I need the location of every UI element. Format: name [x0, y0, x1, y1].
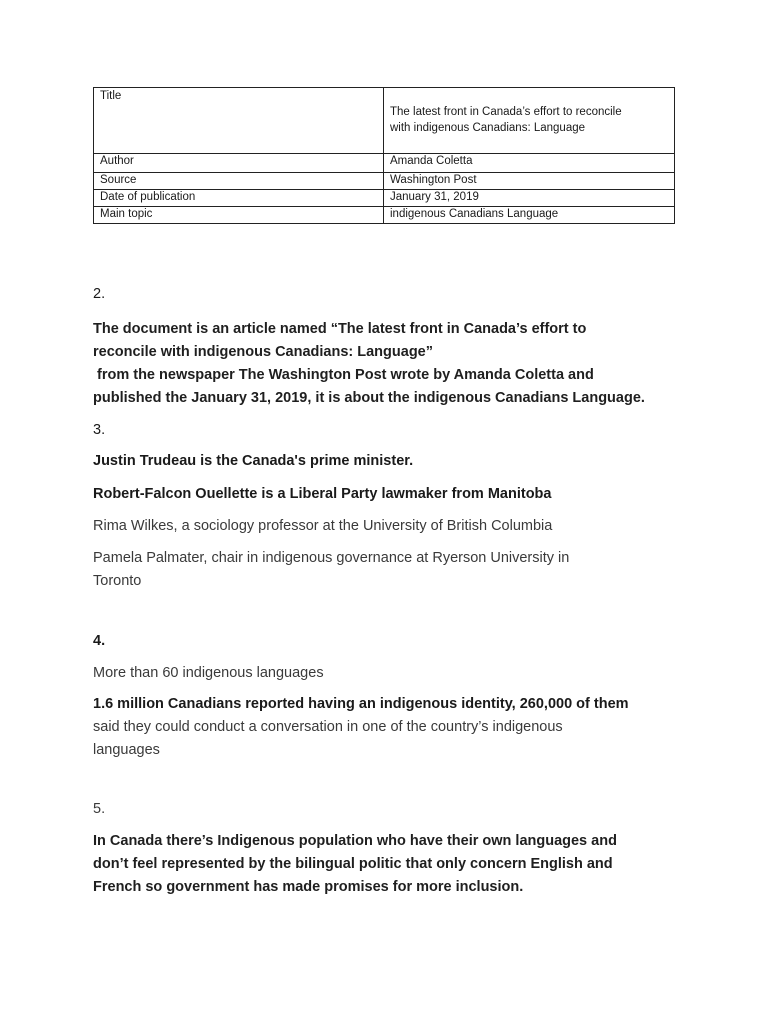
title-value-line2: with indigenous Canadians: Language — [390, 122, 586, 134]
section-4-p2-line1: 1.6 million Canadians reported having an indigenous identity, 260,000 of them — [93, 696, 629, 712]
title-value-line1: The latest front in Canada’s effort to reconcile — [390, 106, 622, 118]
section-5-line3: French so government has made promises for more inclusion. — [93, 879, 524, 895]
section-2-line4: published the January 31, 2019, it is about the indigenous Canadians Language. — [93, 390, 645, 406]
section-3-p3: Rima Wilkes, a sociology professor at the University of British Columbia — [93, 518, 553, 534]
article-metadata-table — [93, 87, 675, 224]
section-4-p2 — [93, 693, 683, 762]
table-row-source — [94, 173, 675, 190]
section-3-p4-line1: Pamela Palmater, chair in indigenous governance at Ryerson University in — [93, 550, 570, 566]
section-3-number: 3. — [93, 422, 106, 438]
section-2-number: 2. — [93, 286, 106, 302]
title-value — [384, 88, 675, 154]
section-2-line3: from the newspaper The Washington Post wrote by Amanda Coletta and — [97, 367, 594, 383]
table-row-author — [94, 154, 675, 173]
main-topic-label: Main topic — [94, 207, 384, 224]
title-label: Title — [94, 88, 384, 154]
source-label: Source — [94, 173, 384, 190]
section-4-p2-line2: said they could conduct a conversation in one of the country’s indigenous — [93, 719, 563, 735]
date-value: January 31, 2019 — [384, 190, 675, 207]
section-2-line2: reconcile with indigenous Canadians: Language” — [93, 344, 433, 360]
section-4-p1: More than 60 indigenous languages — [93, 665, 324, 681]
table-row-title — [94, 88, 675, 154]
author-label: Author — [94, 154, 384, 173]
table-row-date — [94, 190, 675, 207]
section-4-number: 4. — [93, 633, 106, 649]
section-5-line1: In Canada there’s Indigenous population who have their own languages and — [93, 833, 617, 849]
section-5-number: 5. — [93, 801, 106, 817]
section-3-p2: Robert-Falcon Ouellette is a Liberal Party lawmaker from Manitoba — [93, 486, 552, 502]
section-5-paragraph — [93, 830, 683, 899]
table-row-main-topic — [94, 207, 675, 224]
section-3-p1: Justin Trudeau is the Canada's prime minister. — [93, 453, 414, 469]
date-label: Date of publication — [94, 190, 384, 207]
section-5-line2: don’t feel represented by the bilingual politic that only concern English and — [93, 856, 613, 872]
author-value: Amanda Coletta — [384, 154, 675, 173]
section-2-line1: The document is an article named “The latest front in Canada’s effort to — [93, 321, 587, 337]
main-topic-value: indigenous Canadians Language — [384, 207, 675, 224]
section-4-p2-line3: languages — [93, 742, 160, 758]
section-3-p4-line2: Toronto — [93, 573, 142, 589]
source-value: Washington Post — [384, 173, 675, 190]
section-2-paragraph — [93, 318, 683, 410]
section-3-p4 — [93, 547, 683, 593]
